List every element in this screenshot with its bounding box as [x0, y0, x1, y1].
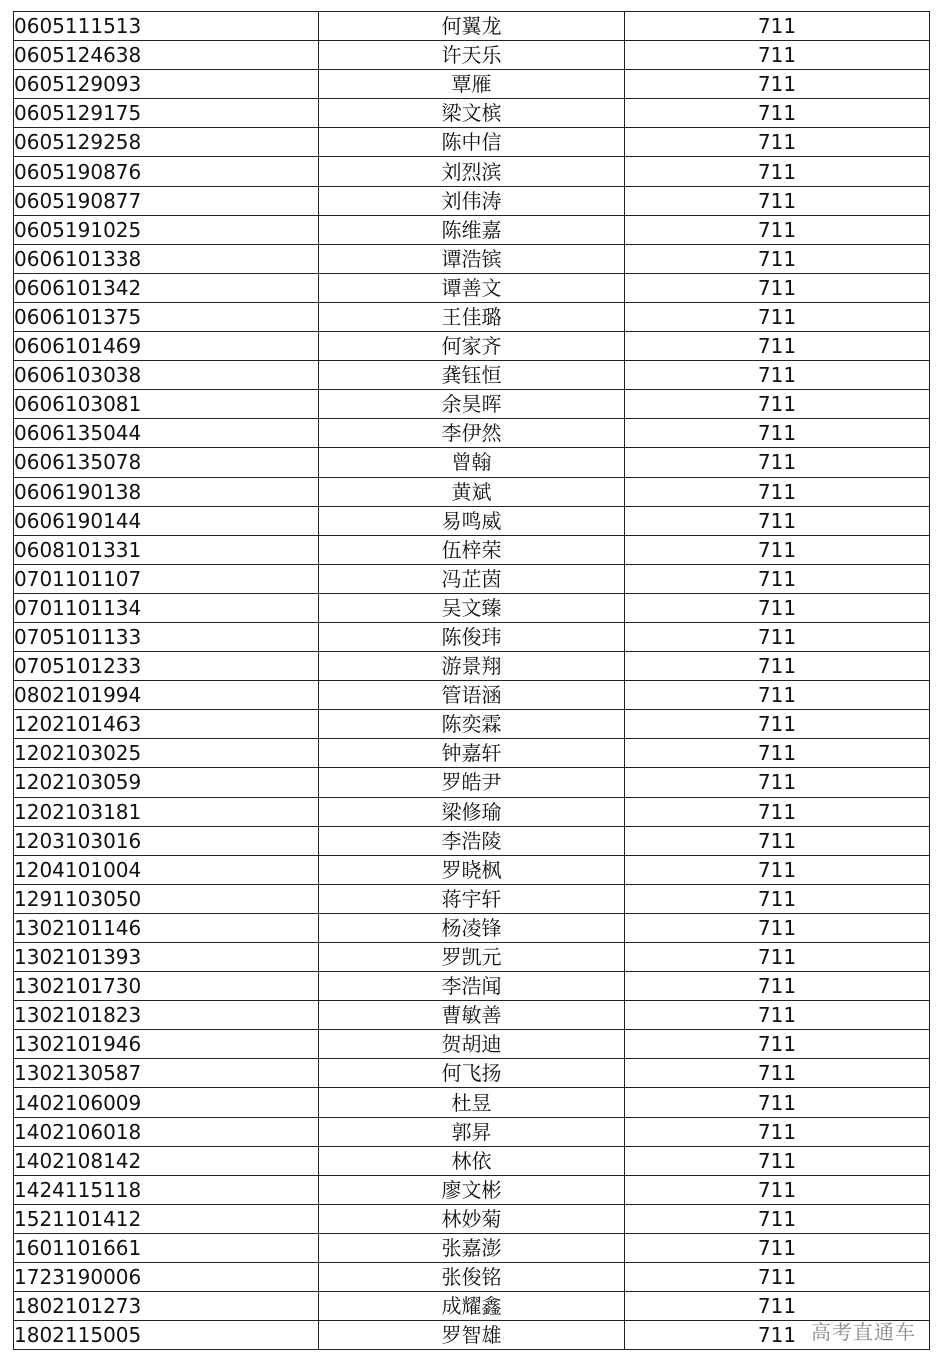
name-cell: 罗晓枫 [319, 855, 625, 884]
id-cell: 0705101133 [14, 622, 319, 651]
id-cell: 1202103059 [14, 768, 319, 797]
score-cell: 711 [625, 797, 930, 826]
table-row [14, 12, 930, 41]
score-cell: 711 [625, 506, 930, 535]
table-row [14, 884, 930, 913]
table-row [14, 564, 930, 593]
name-cell: 何飞扬 [319, 1059, 625, 1088]
name-cell: 张嘉澎 [319, 1233, 625, 1262]
id-cell: 1802101273 [14, 1292, 319, 1321]
score-cell: 711 [625, 1263, 930, 1292]
name-cell: 管语涵 [319, 681, 625, 710]
id-cell: 1302101823 [14, 1001, 319, 1030]
table-row [14, 1117, 930, 1146]
table-row [14, 302, 930, 331]
name-cell: 龚钰恒 [319, 361, 625, 390]
score-cell: 711 [625, 652, 930, 681]
score-cell: 711 [625, 186, 930, 215]
id-cell: 1302101146 [14, 913, 319, 942]
name-cell: 成耀鑫 [319, 1292, 625, 1321]
table-row [14, 1233, 930, 1262]
score-cell: 711 [625, 128, 930, 157]
table-row [14, 943, 930, 972]
name-cell: 李浩陵 [319, 826, 625, 855]
name-cell: 罗智雄 [319, 1321, 625, 1350]
name-cell: 游景翔 [319, 652, 625, 681]
name-cell: 刘烈滨 [319, 157, 625, 186]
id-cell: 0606101338 [14, 244, 319, 273]
score-cell: 711 [625, 448, 930, 477]
id-cell: 1302101946 [14, 1030, 319, 1059]
id-cell: 0802101994 [14, 681, 319, 710]
table-row [14, 826, 930, 855]
score-cell: 711 [625, 564, 930, 593]
table-row [14, 710, 930, 739]
name-cell: 黄斌 [319, 477, 625, 506]
name-cell: 林依 [319, 1146, 625, 1175]
score-cell: 711 [625, 390, 930, 419]
id-cell: 0605129093 [14, 70, 319, 99]
id-cell: 0605191025 [14, 215, 319, 244]
name-cell: 陈奕霖 [319, 710, 625, 739]
table-row [14, 855, 930, 884]
name-cell: 廖文彬 [319, 1175, 625, 1204]
table-row [14, 1263, 930, 1292]
watermark: 高考直通车 [811, 1320, 916, 1344]
id-cell: 0606103038 [14, 361, 319, 390]
score-cell: 711 [625, 710, 930, 739]
table-row [14, 41, 930, 70]
id-cell: 0606101469 [14, 332, 319, 361]
name-cell: 王佳璐 [319, 302, 625, 331]
id-cell: 1202103181 [14, 797, 319, 826]
name-cell: 覃雁 [319, 70, 625, 99]
table-row [14, 128, 930, 157]
table-row [14, 739, 930, 768]
table-row [14, 1321, 930, 1350]
id-cell: 0701101134 [14, 593, 319, 622]
name-cell: 易鸣威 [319, 506, 625, 535]
score-cell: 711 [625, 1233, 930, 1262]
id-cell: 1424115118 [14, 1175, 319, 1204]
table-row [14, 1292, 930, 1321]
table-row [14, 390, 930, 419]
score-cell: 711 [625, 943, 930, 972]
id-cell: 1521101412 [14, 1204, 319, 1233]
name-cell: 何翼龙 [319, 12, 625, 41]
score-cell: 711 [625, 99, 930, 128]
id-cell: 1202101463 [14, 710, 319, 739]
name-cell: 梁修瑜 [319, 797, 625, 826]
score-cell: 711 [625, 593, 930, 622]
score-cell: 711 [625, 1001, 930, 1030]
score-table [13, 11, 930, 1350]
id-cell: 1202103025 [14, 739, 319, 768]
table-row [14, 70, 930, 99]
score-cell: 711 [625, 1292, 930, 1321]
id-cell: 1723190006 [14, 1263, 319, 1292]
table-row [14, 332, 930, 361]
score-cell: 711 [625, 1175, 930, 1204]
name-cell: 谭浩镔 [319, 244, 625, 273]
name-cell: 陈维嘉 [319, 215, 625, 244]
score-cell: 711 [625, 535, 930, 564]
name-cell: 杨凌锋 [319, 913, 625, 942]
table-row [14, 1059, 930, 1088]
table-row [14, 215, 930, 244]
name-cell: 伍梓荣 [319, 535, 625, 564]
name-cell: 刘伟涛 [319, 186, 625, 215]
score-cell: 711 [625, 826, 930, 855]
name-cell: 林妙菊 [319, 1204, 625, 1233]
score-cell: 711 [625, 12, 930, 41]
score-cell: 711 [625, 215, 930, 244]
name-cell: 张俊铭 [319, 1263, 625, 1292]
score-cell: 711 [625, 41, 930, 70]
table-row [14, 361, 930, 390]
score-cell: 711 [625, 1321, 930, 1350]
name-cell: 郭昇 [319, 1117, 625, 1146]
id-cell: 0606103081 [14, 390, 319, 419]
id-cell: 1802115005 [14, 1321, 319, 1350]
name-cell: 陈中信 [319, 128, 625, 157]
score-cell: 711 [625, 884, 930, 913]
table-row [14, 797, 930, 826]
name-cell: 梁文槟 [319, 99, 625, 128]
name-cell: 吴文臻 [319, 593, 625, 622]
id-cell: 0606135078 [14, 448, 319, 477]
id-cell: 0608101331 [14, 535, 319, 564]
name-cell: 蒋宇轩 [319, 884, 625, 913]
id-cell: 1204101004 [14, 855, 319, 884]
score-cell: 711 [625, 855, 930, 884]
score-cell: 711 [625, 739, 930, 768]
id-cell: 0606101342 [14, 273, 319, 302]
score-cell: 711 [625, 622, 930, 651]
id-cell: 1402106009 [14, 1088, 319, 1117]
score-cell: 711 [625, 1030, 930, 1059]
id-cell: 0606190138 [14, 477, 319, 506]
name-cell: 陈俊玮 [319, 622, 625, 651]
table-row [14, 1175, 930, 1204]
score-cell: 711 [625, 302, 930, 331]
score-cell: 711 [625, 419, 930, 448]
score-cell: 711 [625, 913, 930, 942]
score-cell: 711 [625, 361, 930, 390]
table-row [14, 419, 930, 448]
score-cell: 711 [625, 1146, 930, 1175]
table-row [14, 768, 930, 797]
name-cell: 曾翰 [319, 448, 625, 477]
name-cell: 李浩闻 [319, 972, 625, 1001]
id-cell: 0605129258 [14, 128, 319, 157]
name-cell: 何家齐 [319, 332, 625, 361]
table-row [14, 972, 930, 1001]
score-cell: 711 [625, 1117, 930, 1146]
table-row [14, 244, 930, 273]
id-cell: 1302101730 [14, 972, 319, 1001]
table-row [14, 1030, 930, 1059]
id-cell: 0606101375 [14, 302, 319, 331]
name-cell: 李伊然 [319, 419, 625, 448]
id-cell: 0605129175 [14, 99, 319, 128]
id-cell: 0605111513 [14, 12, 319, 41]
table-row [14, 1146, 930, 1175]
id-cell: 1302101393 [14, 943, 319, 972]
score-cell: 711 [625, 681, 930, 710]
score-cell: 711 [625, 70, 930, 99]
name-cell: 杜昱 [319, 1088, 625, 1117]
id-cell: 0605124638 [14, 41, 319, 70]
id-cell: 0606190144 [14, 506, 319, 535]
table-row [14, 913, 930, 942]
table-row [14, 1088, 930, 1117]
table-row [14, 535, 930, 564]
table-row [14, 273, 930, 302]
table-row [14, 448, 930, 477]
table-row [14, 506, 930, 535]
table-row [14, 1001, 930, 1030]
table-row [14, 1204, 930, 1233]
table-row [14, 681, 930, 710]
id-cell: 0701101107 [14, 564, 319, 593]
name-cell: 贺胡迪 [319, 1030, 625, 1059]
score-cell: 711 [625, 1204, 930, 1233]
name-cell: 冯芷茵 [319, 564, 625, 593]
id-cell: 0606135044 [14, 419, 319, 448]
id-cell: 1203103016 [14, 826, 319, 855]
name-cell: 钟嘉轩 [319, 739, 625, 768]
id-cell: 0605190877 [14, 186, 319, 215]
table-body [14, 12, 930, 1350]
table-row [14, 477, 930, 506]
table-row [14, 652, 930, 681]
score-cell: 711 [625, 157, 930, 186]
id-cell: 1601101661 [14, 1233, 319, 1262]
name-cell: 许天乐 [319, 41, 625, 70]
table-row [14, 622, 930, 651]
name-cell: 余昊晖 [319, 390, 625, 419]
score-cell: 711 [625, 332, 930, 361]
table-row [14, 593, 930, 622]
name-cell: 罗皓尹 [319, 768, 625, 797]
table-row [14, 186, 930, 215]
id-cell: 0605190876 [14, 157, 319, 186]
score-cell: 711 [625, 972, 930, 1001]
score-cell: 711 [625, 1059, 930, 1088]
id-cell: 0705101233 [14, 652, 319, 681]
name-cell: 罗凯元 [319, 943, 625, 972]
name-cell: 曹敏善 [319, 1001, 625, 1030]
score-cell: 711 [625, 273, 930, 302]
score-cell: 711 [625, 1088, 930, 1117]
id-cell: 1402108142 [14, 1146, 319, 1175]
name-cell: 谭善文 [319, 273, 625, 302]
id-cell: 1402106018 [14, 1117, 319, 1146]
score-cell: 711 [625, 477, 930, 506]
score-cell: 711 [625, 768, 930, 797]
table-row [14, 157, 930, 186]
id-cell: 1302130587 [14, 1059, 319, 1088]
id-cell: 1291103050 [14, 884, 319, 913]
table-row [14, 99, 930, 128]
score-cell: 711 [625, 244, 930, 273]
